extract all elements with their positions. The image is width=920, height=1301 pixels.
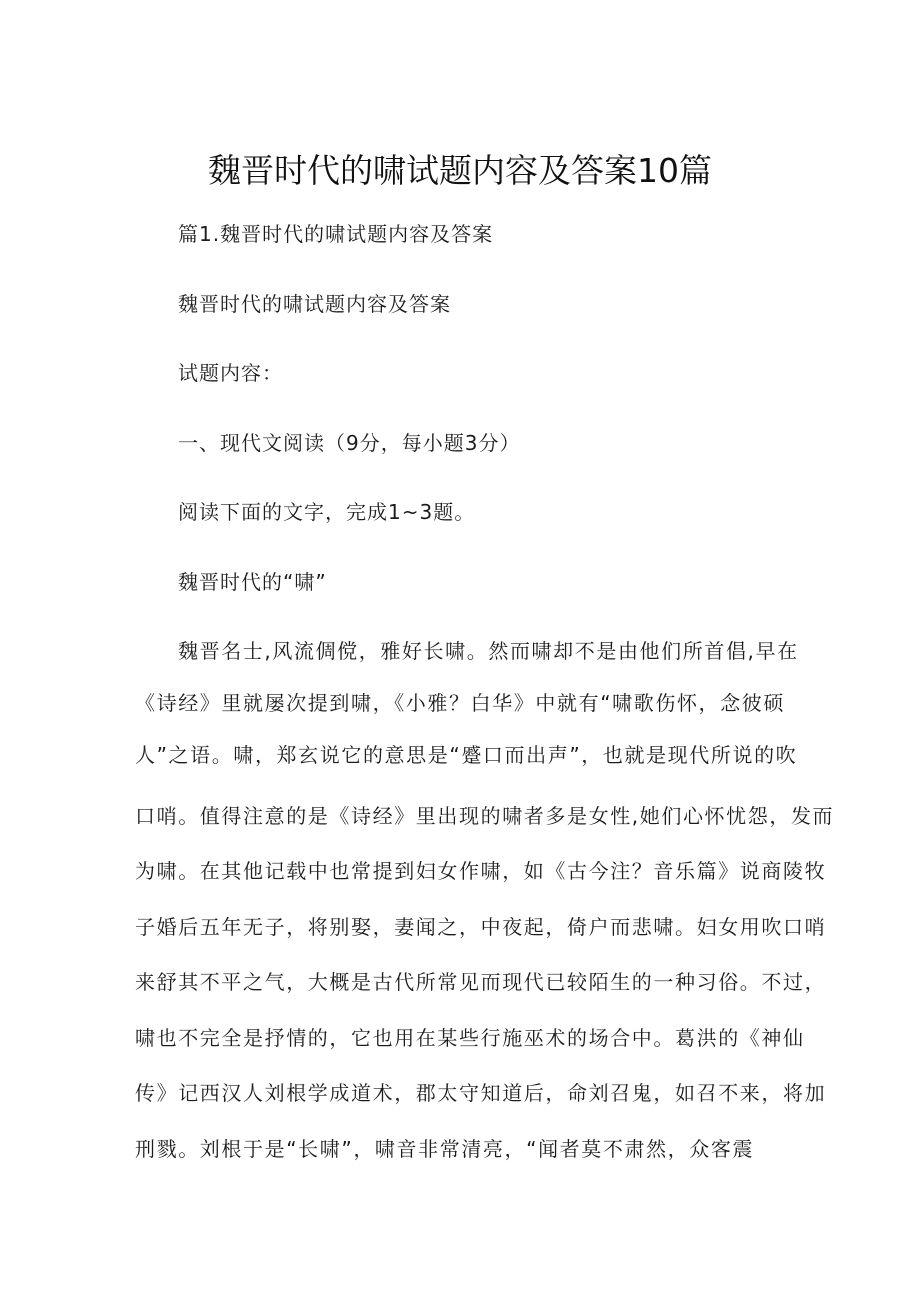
reading-instruction: 阅读下面的文字，完成1~3题。 (178, 500, 476, 524)
passage-line: 口哨。值得注意的是《诗经》里出现的啸者多是女性,她们心怀忧怨，发而 (135, 804, 835, 828)
passage-line: 人”之语。啸，郑玄说它的意思是“蹙口而出声”，也就是现代所说的吹 (135, 743, 798, 767)
passage-line: 为啸。在其他记载中也常提到妇女作啸，如《古今注？音乐篇》说商陵牧 (135, 859, 827, 883)
article-title: 魏晋时代的“啸” (178, 570, 327, 594)
document-title: 魏晋时代的啸试题内容及答案10篇 (208, 151, 712, 190)
passage-line: 来舒其不平之气，大概是古代所常见而现代已较陌生的一种习俗。不过， (135, 970, 827, 994)
passage-line: 刑戮。刘根于是“长啸”，啸音非常清亮，“闻者莫不肃然，众客震 (135, 1137, 755, 1161)
passage-line: 魏晋名士,风流倜傥，雅好长啸。然而啸却不是由他们所首倡,早在 (178, 639, 799, 663)
intro-label: 试题内容： (178, 361, 283, 385)
subtitle: 魏晋时代的啸试题内容及答案 (178, 292, 451, 316)
passage-line: 啸也不完全是抒情的，它也用在某些行施巫术的场合中。葛洪的《神仙 (135, 1026, 805, 1050)
passage-line: 传》记西汉人刘根学成道术，郡太守知道后，命刘召鬼，如召不来，将加 (135, 1081, 827, 1105)
section-heading: 篇1.魏晋时代的啸试题内容及答案 (178, 222, 494, 246)
part-one-heading: 一、现代文阅读（9分，每小题3分） (178, 431, 521, 455)
passage-line: 子婚后五年无子，将别娶，妻闻之，中夜起，倚户而悲啸。妇女用吹口哨 (135, 915, 827, 939)
passage-line: 《诗经》里就屡次提到啸，《小雅？白华》中就有“啸歌伤怀，念彼硕 (135, 691, 785, 715)
